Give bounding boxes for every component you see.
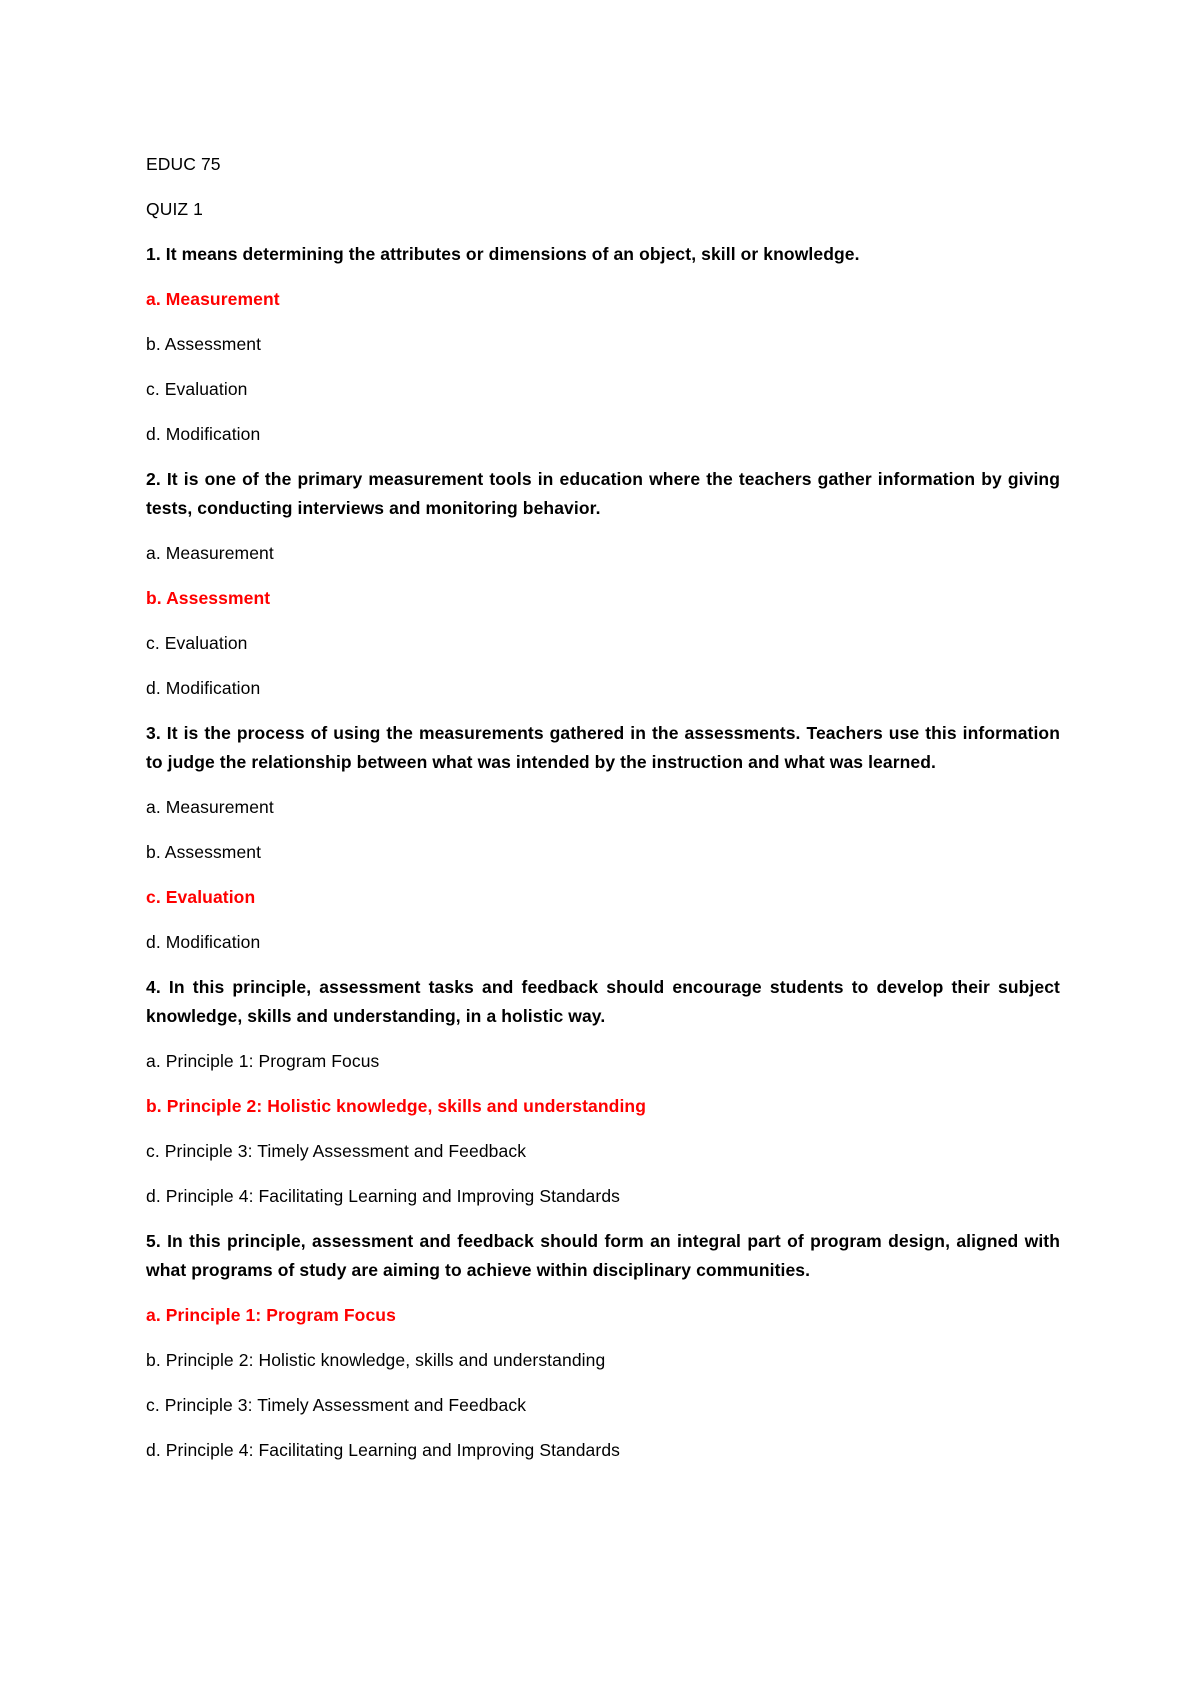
- question-text: 4. In this principle, assessment tasks and feedback should encourage students to develop their subject knowledge, skills and understanding, in a holistic way.: [146, 977, 1060, 1026]
- answer-choice: a. Measurement: [146, 543, 274, 563]
- answer-choice: c. Principle 3: Timely Assessment and Feedback: [146, 1395, 527, 1415]
- answer-choice: d. Modification: [146, 932, 261, 952]
- answer-choice: d. Modification: [146, 678, 261, 698]
- question-text: 5. In this principle, assessment and feedback should form an integral part of program design, aligned with what programs of study are aiming to achieve within disciplinary communities.: [146, 1231, 1060, 1280]
- answer-choice: d. Principle 4: Facilitating Learning and Improving Standards: [146, 1186, 621, 1206]
- quiz-title: QUIZ 1: [146, 199, 203, 219]
- course-code: EDUC 75: [146, 154, 221, 174]
- answer-choice: b. Assessment: [146, 842, 262, 862]
- answer-choice: b. Principle 2: Holistic knowledge, skills and understanding: [146, 1350, 606, 1370]
- answer-choice: a. Principle 1: Program Focus: [146, 1051, 380, 1071]
- question-text: 1. It means determining the attributes or dimensions of an object, skill or knowledge.: [146, 244, 860, 264]
- answer-choice: c. Principle 3: Timely Assessment and Feedback: [146, 1141, 527, 1161]
- document-body: [146, 150, 1060, 1481]
- question-text: 2. It is one of the primary measurement tools in education where the teachers gather information by giving tests, conducting interviews and monitoring behavior.: [146, 469, 1060, 518]
- question-block: [146, 1227, 1060, 1465]
- question-block: [146, 719, 1060, 957]
- answer-choice: a. Measurement: [146, 797, 274, 817]
- answer-choice: b. Assessment: [146, 334, 262, 354]
- question-text: 3. It is the process of using the measurements gathered in the assessments. Teachers use this information to judge the relationship between what was intended by the instruction and what was learned.: [146, 723, 1060, 772]
- question-block: [146, 465, 1060, 703]
- correct-answer-choice: a. Principle 1: Program Focus: [146, 1305, 396, 1325]
- correct-answer-choice: b. Principle 2: Holistic knowledge, skills and understanding: [146, 1096, 646, 1116]
- answer-choice: c. Evaluation: [146, 379, 248, 399]
- answer-choice: c. Evaluation: [146, 633, 248, 653]
- correct-answer-choice: c. Evaluation: [146, 887, 256, 907]
- correct-answer-choice: a. Measurement: [146, 289, 280, 309]
- question-block: [146, 240, 1060, 449]
- question-block: [146, 973, 1060, 1211]
- correct-answer-choice: b. Assessment: [146, 588, 271, 608]
- answer-choice: d. Principle 4: Facilitating Learning and Improving Standards: [146, 1440, 621, 1460]
- answer-choice: d. Modification: [146, 424, 261, 444]
